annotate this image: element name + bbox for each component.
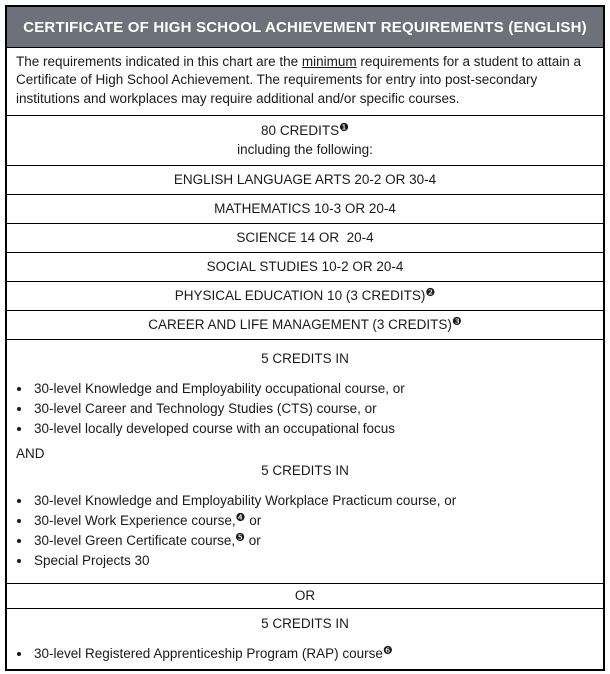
list-item <box>32 511 603 531</box>
requirement-label: SCIENCE 14 OR 20-4 <box>236 230 374 246</box>
footnote-marker-4: ❹ <box>235 510 246 524</box>
list-item <box>32 531 603 551</box>
list-item-text: 30-level Knowledge and Employability occupational course, or <box>34 381 405 397</box>
rap-course-options-list <box>7 644 603 664</box>
rap-credits-section <box>7 608 603 671</box>
requirement-row-physical-education <box>7 281 603 310</box>
or-separator-row <box>7 583 603 608</box>
list-item <box>32 379 603 399</box>
requirement-row-mathematics <box>7 194 603 223</box>
requirements-table <box>5 5 605 671</box>
chart-title: CERTIFICATE OF HIGH SCHOOL ACHIEVEMENT REQUIREMENTS (ENGLISH) <box>23 19 587 36</box>
section-heading-rap: 5 CREDITS IN <box>261 616 349 632</box>
section-heading-workplace-courses: 5 CREDITS IN <box>261 463 349 479</box>
list-item-text: 30-level Green Certificate course, <box>34 533 236 549</box>
list-item-text: 30-level Work Experience course, <box>34 513 236 529</box>
total-credits-row <box>7 115 603 165</box>
intro-text-underlined: minimum <box>301 54 357 69</box>
total-credits-line <box>7 121 603 140</box>
list-item-suffix: or <box>244 533 261 549</box>
requirement-label: ENGLISH LANGUAGE ARTS 20-2 OR 30-4 <box>173 172 437 188</box>
or-separator-label: OR <box>294 588 316 604</box>
list-item-text: 30-level Knowledge and Employability Workplace Practicum course, or <box>34 493 457 509</box>
intro-text-before: The requirements indicated in this chart are the <box>16 54 302 69</box>
including-following-label: including the following: <box>237 142 373 158</box>
list-item-text: Special Projects 30 <box>34 553 150 569</box>
footnote-marker-5: ❺ <box>235 530 245 544</box>
requirement-row-career-life-management <box>7 310 603 339</box>
list-item-suffix: or <box>245 513 262 529</box>
requirement-row-english-language-arts <box>7 165 603 194</box>
requirement-row-science <box>7 223 603 252</box>
footnote-marker-6: ❻ <box>382 643 393 657</box>
occupational-course-options-list <box>7 379 603 439</box>
workplace-course-options-list <box>7 491 603 571</box>
requirement-label: CAREER AND LIFE MANAGEMENT (3 CREDITS) <box>148 317 452 333</box>
intro-text-after: requirements for a student to attain a Certificate of High School Achievement. The requirements for entry into post-secondary institutions and workplaces may require additional and/or specific courses. <box>16 54 582 106</box>
list-item <box>32 419 603 439</box>
and-connector: AND <box>16 446 45 462</box>
list-item <box>32 644 603 664</box>
list-item <box>32 399 603 419</box>
footnote-marker-1: ❶ <box>339 120 349 134</box>
footnote-marker-3: ❸ <box>451 314 462 328</box>
requirement-label: MATHEMATICS 10-3 OR 20-4 <box>214 201 396 217</box>
intro-note <box>7 47 603 115</box>
list-item <box>32 491 603 511</box>
requirement-label: PHYSICAL EDUCATION 10 (3 CREDITS) <box>174 288 426 304</box>
requirement-row-social-studies <box>7 252 603 281</box>
occupational-credits-section <box>7 339 603 583</box>
list-item-text: 30-level locally developed course with an occupational focus <box>34 421 395 437</box>
requirement-label: SOCIAL STUDIES 10-2 OR 20-4 <box>206 259 404 275</box>
list-item-text: 30-level Career and Technology Studies (CTS) course, or <box>34 401 377 417</box>
chart-title-bar <box>7 7 603 47</box>
list-item <box>32 551 603 571</box>
list-item-text: 30-level Registered Apprenticeship Program (RAP) course <box>34 646 383 662</box>
section-heading-occupational-courses: 5 CREDITS IN <box>261 351 349 367</box>
total-credits-label: 80 CREDITS <box>261 123 340 139</box>
footnote-marker-2: ❷ <box>425 285 436 299</box>
